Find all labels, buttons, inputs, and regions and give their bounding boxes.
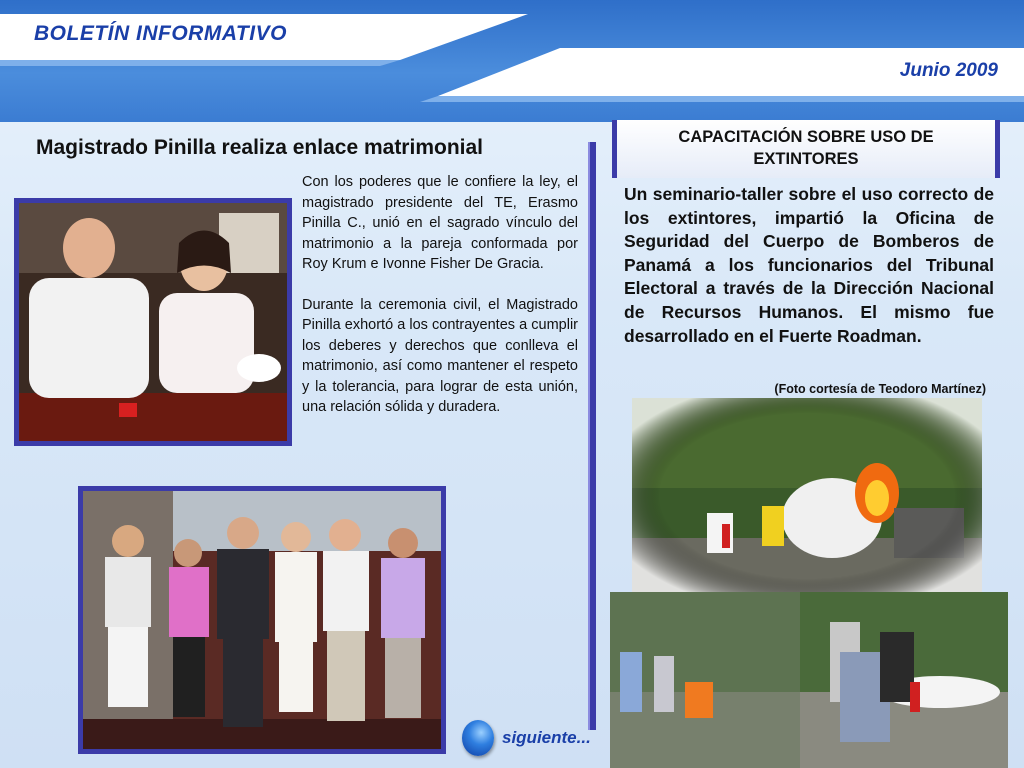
- left-article-paragraph-2: Durante la ceremonia civil, el Magistrado Pinilla exhortó a los contrayentes a cumplir los deberes y derechos que conlleva el matrimonio, así como mantener el respeto y la tolerancia, para lograr de esta unión, una relación sólida y duradera.: [302, 296, 578, 415]
- issue-date: Junio 2009: [899, 60, 998, 81]
- wedding-group-photo: [78, 486, 446, 754]
- extinguisher-training-photo-2: [610, 592, 1008, 768]
- right-article-body: Un seminario-taller sobre el uso correcto de los extintores, impartió la Oficina de Seguridad del Cuerpo de Bomberos de Panamá a los funcionarios del Tribunal Electoral a través de la Dirección Nacional de Recursos Humanos. El mismo fue desarrollado en el Fuerte Roadman.: [624, 184, 994, 346]
- left-article-body: [302, 172, 578, 438]
- header-swoosh: [0, 0, 1024, 122]
- extinguisher-training-photo-1: [632, 398, 982, 594]
- banner-line-1: CAPACITACIÓN SOBRE USO DE: [678, 128, 934, 146]
- header-banner: [0, 0, 1024, 122]
- banner-line-2: EXTINTORES: [753, 150, 859, 168]
- next-page-link[interactable]: [462, 718, 591, 758]
- right-article-banner: [612, 120, 1000, 178]
- photo-credit: (Foto cortesía de Teodoro Martínez): [774, 382, 986, 396]
- left-article-heading: Magistrado Pinilla realiza enlace matrimonial: [36, 136, 483, 159]
- column-divider: [588, 142, 596, 730]
- left-article-paragraph-1: Con los poderes que le confiere la ley, el magistrado presidente del TE, Erasmo Pinilla C., unió en el sagrado vínculo del matrimonio a la pareja conformada por Roy Krum e Ivonne Fisher De Gracia.: [302, 174, 578, 272]
- next-page-label[interactable]: siguiente...: [502, 728, 591, 747]
- newsletter-title: BOLETÍN INFORMATIVO: [34, 22, 287, 45]
- blue-sphere-icon[interactable]: [462, 720, 494, 756]
- wedding-signing-photo: [14, 198, 292, 446]
